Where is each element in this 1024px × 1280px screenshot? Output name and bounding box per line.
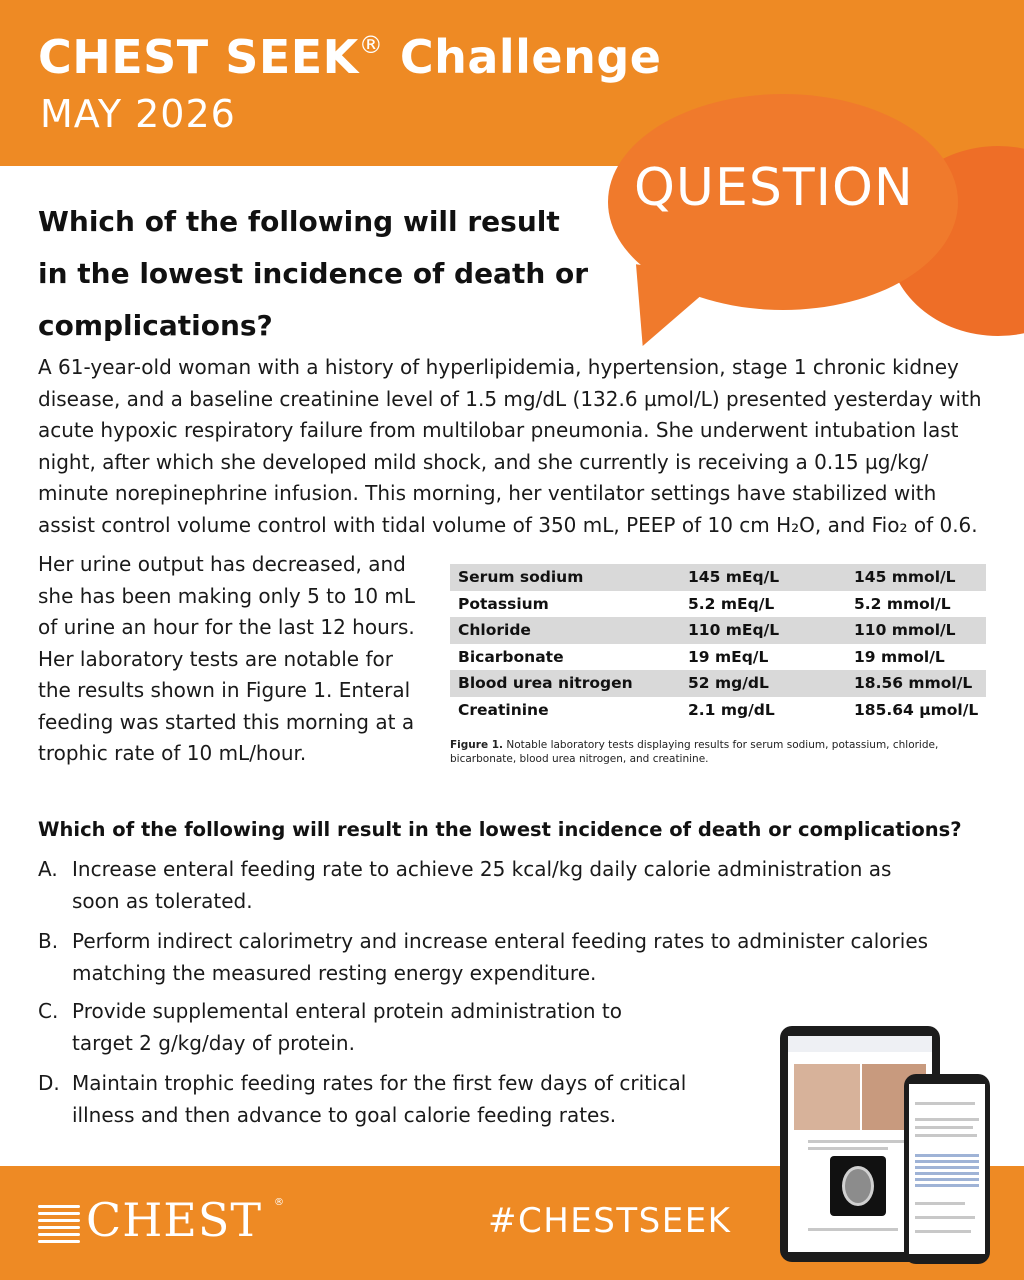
text-line [915,1118,979,1121]
clinical-photo [794,1064,860,1130]
registered-mark: ® [358,30,384,59]
option-letter: B. [38,929,59,953]
lab-name: Chloride [450,617,680,644]
lab-results-table [450,564,986,723]
chest-logo-icon [38,1201,80,1243]
option-letter: D. [38,1071,60,1095]
tablet-top-bar [788,1036,932,1052]
lab-si-value: 145 mmol/L [846,564,986,591]
answer-option-b[interactable] [38,926,958,989]
text-line [915,1230,971,1233]
issue-date: MAY 2026 [40,92,236,136]
lab-name: Blood urea nitrogen [450,670,680,697]
lab-conventional-value: 110 mEq/L [680,617,846,644]
case-paragraph-continued: Her urine output has decreased, and she has been making only 5 to 10 mL of urine an hour for the last 12 hours. Her laboratory tests are notable for the results shown in Figure 1. Enteral feeding was started this morning at a trophic rate of 10 mL/hour. [38,552,416,765]
lab-name: Serum sodium [450,564,680,591]
question-heading: Which of the following will result in the lowest incidence of death or complications? [38,205,589,342]
phone-image [904,1074,990,1264]
lab-conventional-value: 2.1 mg/dL [688,700,775,719]
option-letter: C. [38,999,59,1023]
option-letter: A. [38,857,58,881]
question-label: QUESTION [634,158,914,218]
lab-si-value: 110 mmol/L [846,617,986,644]
text-line [915,1126,973,1129]
figure-caption-text: Notable laboratory tests displaying results for serum sodium, potassium, chloride, bicarbonate, blood urea nitrogen, and creatinine. [450,739,939,765]
option-text: Perform indirect calorimetry and increase enteral feeding rates to administer calories matching the measured resting energy expenditure. [72,929,929,985]
table-row [450,564,986,591]
lab-name: Creatinine [458,700,549,719]
case-paragraph: A 61-year-old woman with a history of hyperlipidemia, hypertension, stage 1 chronic kidney disease, and a baseline creatinine level of 1.5 mg/dL (132.6 µmol/L) presented yesterday with acute hypoxic respiratory failure from multilobar pneumonia. She underwent intubation last night, after which she developed mild shock, and she currently is receiving a 0.15 µg/kg/ minute norepinephrine infusion. This morning, her ventilator settings have stabilized with assist control volume control with tidal volume of 350 mL, PEEP of 10 cm H₂O, and Fio₂ of 0.6. [38,355,982,537]
text-line [808,1228,898,1231]
option-text: Maintain trophic feeding rates for the first few days of critical illness and then advance to goal calorie feeding rates. [72,1071,687,1127]
title-main: CHEST SEEK [38,30,359,84]
lab-si-value: 19 mmol/L [854,647,945,666]
text-line [915,1134,977,1137]
answers-heading: Which of the following will result in the lowest incidence of death or complications? [38,818,962,841]
lab-conventional-value: 5.2 mEq/L [688,594,775,613]
table-row [450,670,986,697]
figure-label: Figure 1. [450,739,504,751]
lab-name: Potassium [458,594,549,613]
answer-option-d[interactable] [38,1068,738,1131]
lab-si-value: 5.2 mmol/L [854,594,951,613]
page-title [38,30,662,84]
text-line [915,1202,965,1205]
option-text: Increase enteral feeding rate to achieve 25 kcal/kg daily calorie administration as soon as tolerated. [72,857,892,913]
lab-si-value: 18.56 mmol/L [846,670,986,697]
table-row [450,697,986,724]
table-row [450,617,986,644]
lab-conventional-value: 19 mEq/L [688,647,769,666]
phone-screen [909,1084,985,1254]
lab-conventional-value: 52 mg/dL [680,670,846,697]
text-line [915,1216,975,1219]
figure-caption [450,738,995,766]
title-suffix: Challenge [383,30,662,84]
logo-registered-mark: ® [274,1197,284,1208]
text-line [808,1147,888,1150]
phone-lab-table [915,1154,979,1188]
lab-si-value: 185.64 µmol/L [854,700,979,719]
lab-conventional-value: 145 mEq/L [680,564,846,591]
option-text: Provide supplemental enteral protein administration to target 2 g/kg/day of protein. [72,999,622,1055]
lab-name: Bicarbonate [458,647,564,666]
text-line [915,1102,975,1105]
answer-option-c[interactable] [38,996,678,1059]
answer-option-a[interactable] [38,854,898,917]
table-row [450,591,986,618]
text-line [808,1140,908,1143]
table-row [450,644,986,671]
logo-wordmark: CHEST [86,1193,263,1247]
ct-scan-image [830,1156,886,1216]
hashtag[interactable]: #CHESTSEEK [488,1201,732,1241]
